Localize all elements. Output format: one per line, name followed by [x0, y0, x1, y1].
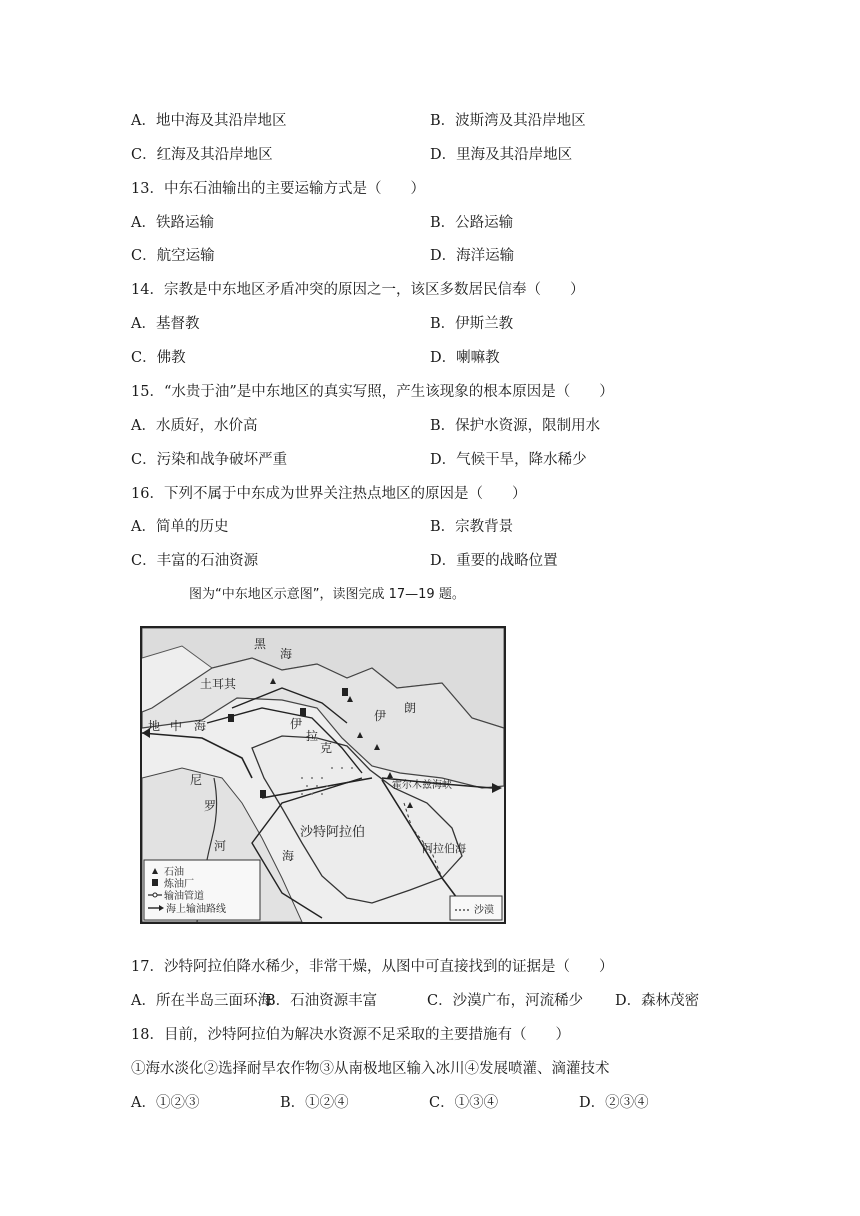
legend-refinery: 炼油厂 [164, 879, 194, 890]
q16-option-c: C．丰富的石油资源 [131, 553, 259, 569]
label-iraq-3: 克 [320, 741, 333, 755]
q13-stem: 13．中东石油输出的主要运输方式是（ ） [131, 181, 425, 197]
label-arabian-sea: 阿拉伯海 [422, 842, 466, 855]
q12-option-d: D．里海及其沿岸地区 [430, 147, 573, 163]
q12-option-c: C．红海及其沿岸地区 [131, 147, 273, 163]
q14-stem: 14．宗教是中东地区矛盾冲突的原因之一，该区多数居民信奉（ ） [131, 282, 585, 298]
q15-stem: 15．“水贵于油”是中东地区的真实写照，产生该现象的根本原因是（ ） [131, 384, 614, 400]
q12-option-a: A．地中海及其沿岸地区 [131, 113, 287, 129]
label-med-2: 中 [170, 719, 183, 733]
label-saudi: 沙特阿拉伯 [300, 825, 366, 840]
label-nile-1: 尼 [190, 773, 203, 787]
q14-option-d: D．喇嘛教 [430, 350, 500, 366]
legend-pipeline: 输油管道 [164, 891, 204, 902]
q18-option-b: B．①②④ [280, 1095, 349, 1111]
q18-stem: 18．目前，沙特阿拉伯为解决水资源不足采取的主要措施有（ ） [131, 1027, 570, 1043]
q13-option-b: B．公路运输 [430, 215, 514, 231]
label-turkey: 土耳其 [200, 677, 237, 691]
label-red-sea: 海 [282, 849, 295, 863]
label-hormuz: 霍尔木兹海峡 [392, 780, 452, 791]
legend-desert: 沙漠 [474, 905, 494, 916]
q17-stem: 17．沙特阿拉伯降水稀少，非常干燥，从图中可直接找到的证据是（ ） [131, 959, 614, 975]
q13-option-d: D．海洋运输 [430, 248, 515, 264]
q16-stem: 16．下列不属于中东成为世界关注热点地区的原因是（ ） [131, 486, 527, 502]
q17-option-c: C．沙漠广布，河流稀少 [427, 993, 584, 1009]
q12-option-b: B．波斯湾及其沿岸地区 [430, 113, 586, 129]
q13-option-a: A．铁路运输 [131, 215, 214, 231]
q17-option-d: D．森林茂密 [615, 993, 700, 1009]
q13-option-c: C．航空运输 [131, 248, 215, 264]
legend-sea-route: 海上输油路线 [166, 904, 226, 915]
map-drawing [142, 628, 504, 922]
q15-option-d: D．气候干旱，降水稀少 [430, 452, 587, 468]
label-med-1: 地 [148, 719, 161, 733]
label-nile-3: 河 [214, 839, 227, 853]
label-iraq-1: 伊 [290, 717, 303, 731]
q18-items: ①海水淡化②选择耐旱农作物③从南极地区输入冰川④发展喷灌、滴灌技术 [131, 1061, 610, 1077]
q18-option-c: C．①③④ [429, 1095, 499, 1111]
q15-option-b: B．保护水资源，限制用水 [430, 418, 601, 434]
q14-option-c: C．佛教 [131, 350, 186, 366]
label-iraq-2: 拉 [306, 729, 319, 743]
map-intro: 图为“中东地区示意图”，读图完成 17—19 题。 [189, 587, 465, 602]
q18-option-d: D．②③④ [579, 1095, 649, 1111]
label-nile-2: 罗 [204, 799, 217, 813]
label-iran-1: 伊 [374, 709, 387, 723]
legend-oil: 石油 [164, 867, 184, 878]
q16-option-d: D．重要的战略位置 [430, 553, 558, 569]
label-black-sea-2: 海 [280, 647, 293, 661]
label-med-3: 海 [194, 719, 207, 733]
q18-option-a: A．①②③ [131, 1095, 200, 1111]
q16-option-a: A．简单的历史 [131, 519, 229, 535]
label-black-sea-1: 黑 [254, 637, 267, 651]
q17-option-b: B．石油资源丰富 [265, 993, 378, 1009]
label-iran-2: 朗 [404, 701, 417, 715]
q16-option-b: B．宗教背景 [430, 519, 514, 535]
q14-option-a: A．基督教 [131, 316, 200, 332]
q15-option-a: A．水质好，水价高 [131, 418, 258, 434]
q15-option-c: C．污染和战争破坏严重 [131, 452, 288, 468]
middle-east-map [140, 626, 506, 924]
q17-option-a: A．所在半岛三面环海 [131, 993, 272, 1009]
q14-option-b: B．伊斯兰教 [430, 316, 514, 332]
